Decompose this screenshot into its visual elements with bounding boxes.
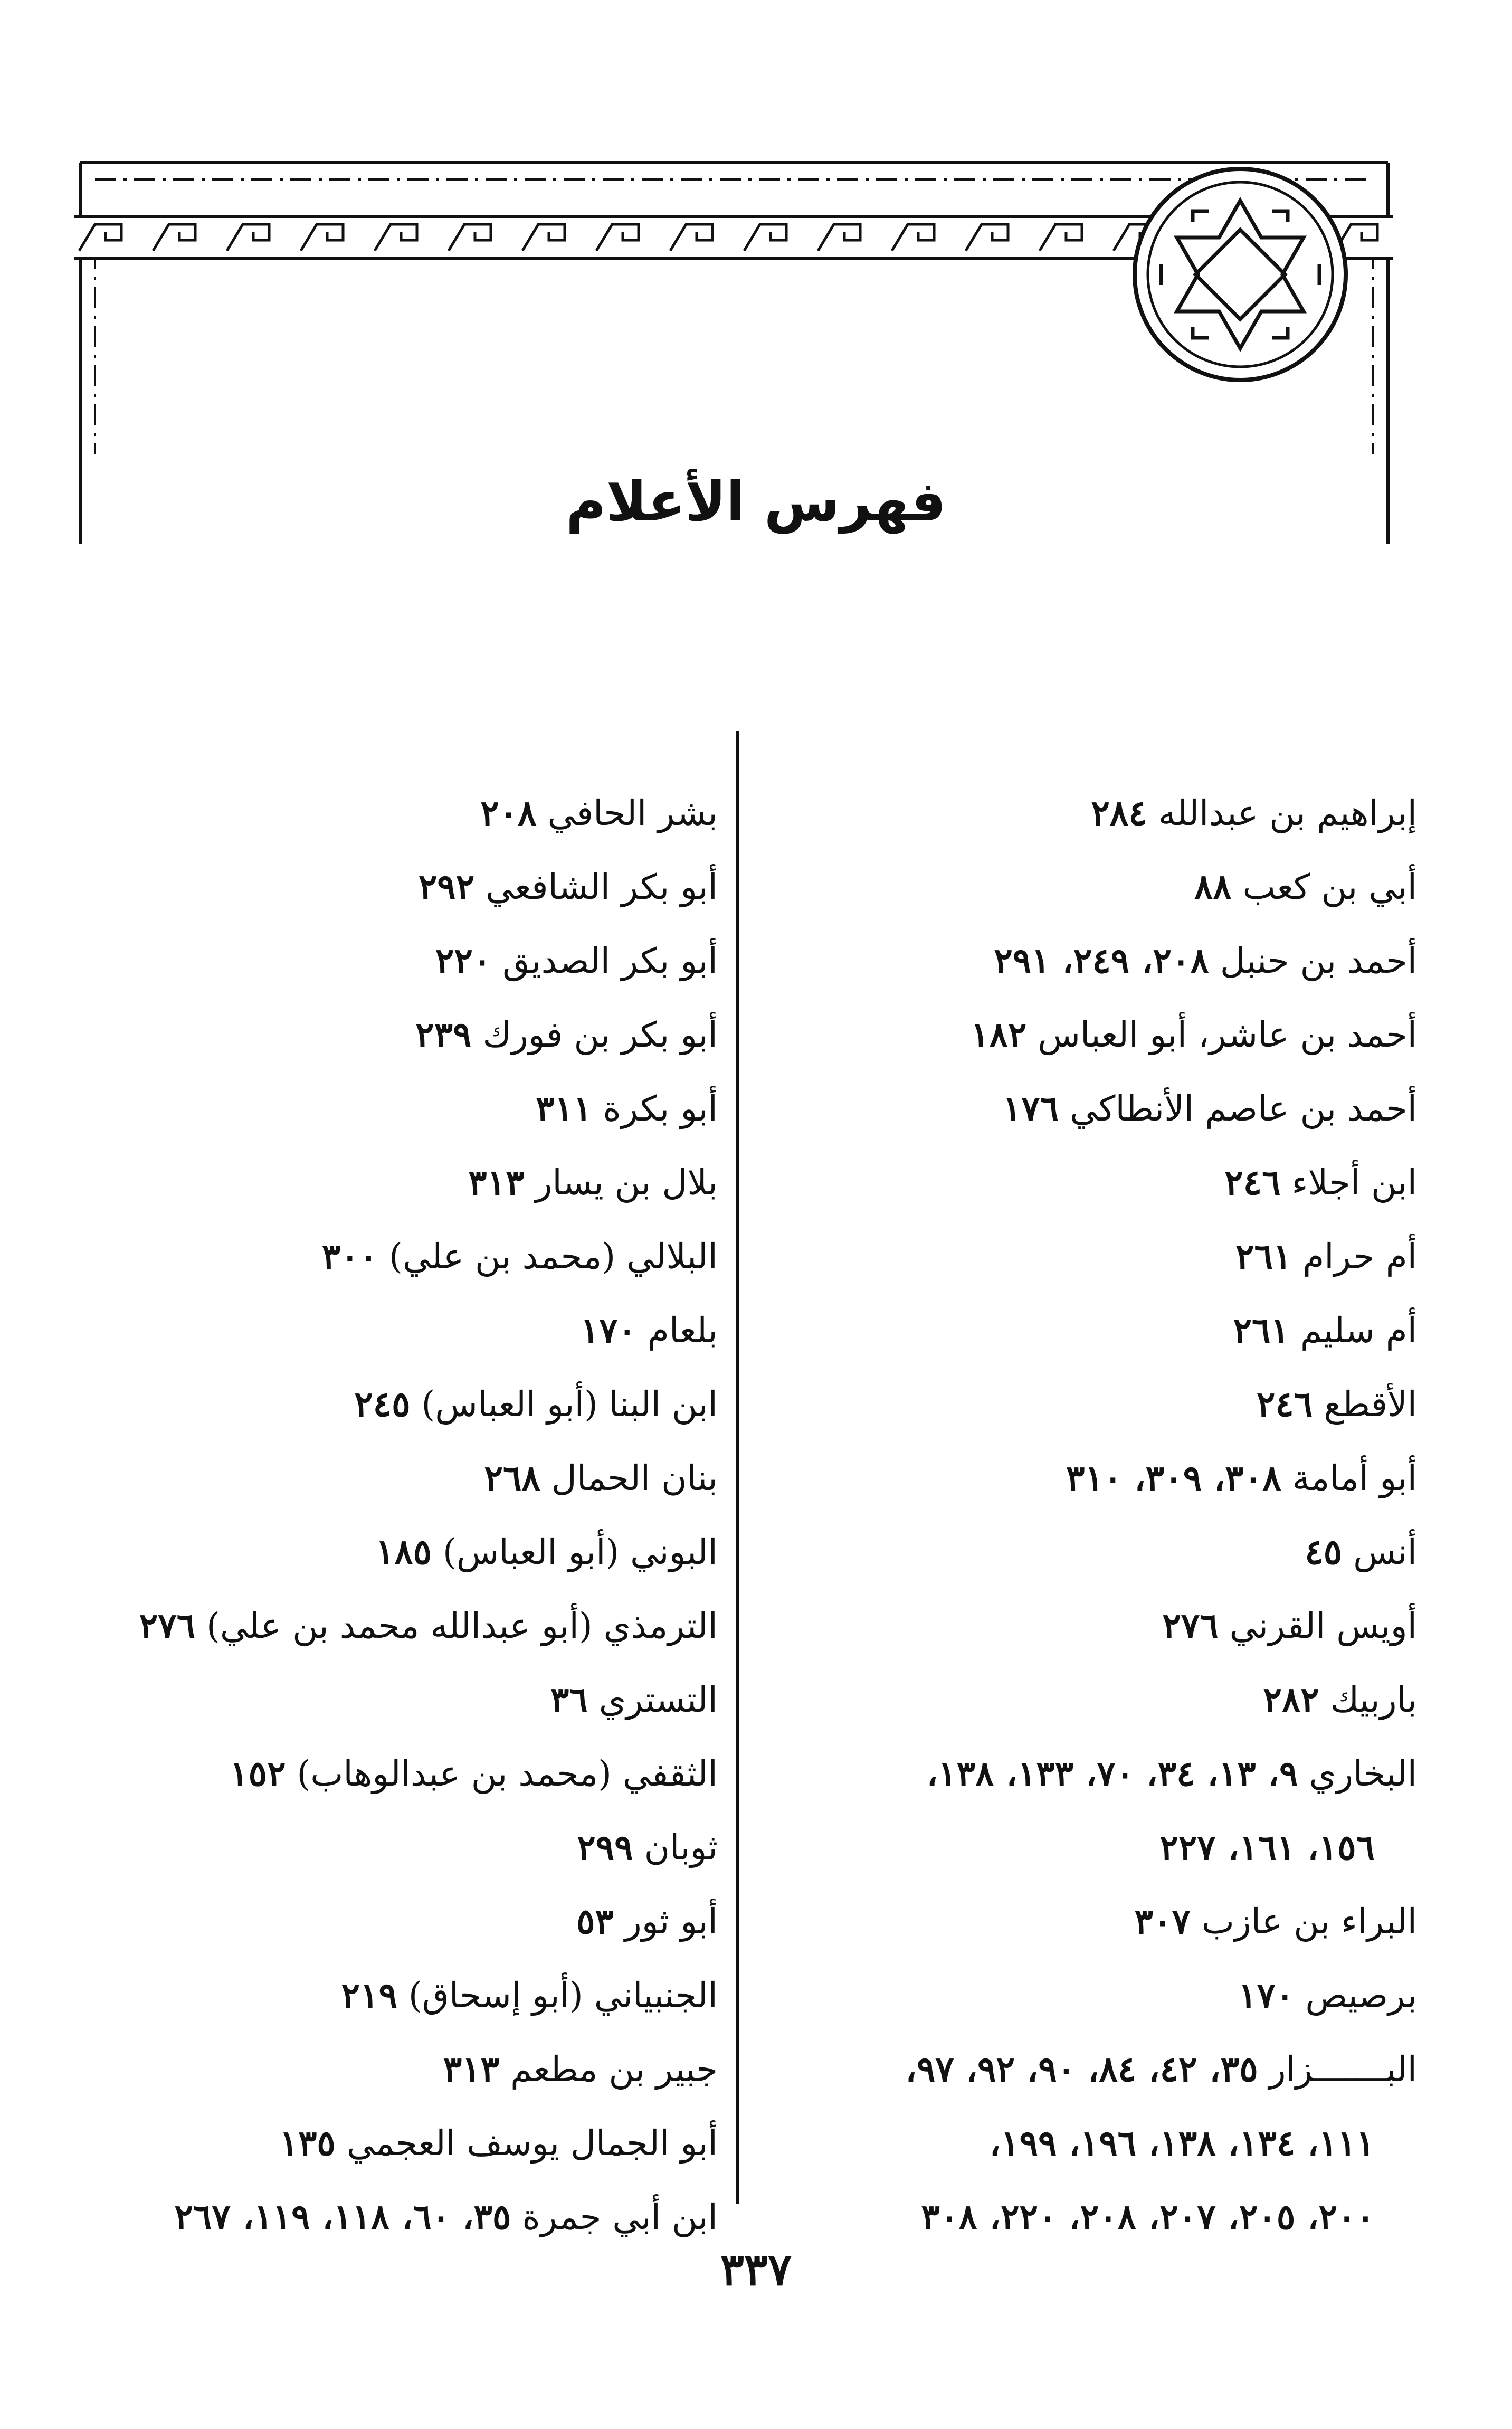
index-entry [8, 1145, 718, 1219]
entry-name: بلال بن يسار [535, 1162, 718, 1203]
entry-name: ابن أبي جمرة [522, 2197, 718, 2237]
index-entry [8, 1071, 718, 1145]
index-entry [707, 1367, 1417, 1441]
entry-name: الجنبياني (أبو إسحاق) [408, 1975, 718, 2016]
index-entry [8, 2106, 718, 2180]
entry-pages: ٢٠٨، ٢٤٩، ٢٩١ [994, 940, 1209, 981]
entry-pages: ٢٦٨ [484, 1457, 540, 1498]
entry-pages: ٩، ١٣، ٣٤، ٧٠، ١٣٣، ١٣٨، [926, 1753, 1298, 1794]
index-entry [8, 1810, 718, 1884]
page-title: فهرس الأعلام [566, 469, 946, 534]
entry-pages: ٣١١ [536, 1088, 592, 1129]
entry-pages: ١٥٢ [230, 1753, 286, 1794]
index-entry [8, 1441, 718, 1515]
entry-pages: ٢٠٠، ٢٠٥، ٢٠٧، ٢٠٨، ٢٢٠، ٣٠٨ [921, 2196, 1375, 2237]
entry-name: أم حرام [1302, 1236, 1417, 1277]
index-entry [8, 850, 718, 924]
index-entry [707, 1663, 1417, 1737]
entry-name: أحمد بن عاصم الأنطاكي [1070, 1088, 1417, 1129]
entry-pages: ١٧٠ [1238, 1975, 1295, 2016]
entry-pages: ٢٦١ [1233, 1310, 1289, 1351]
index-entry [707, 1958, 1417, 2032]
entry-pages: ٢٨٤ [1091, 792, 1147, 833]
entry-pages: ١٥٦، ١٦١، ٢٢٧ [1159, 1827, 1375, 1868]
index-entry [8, 1737, 718, 1810]
index-entry [707, 2032, 1417, 2106]
index-entry [707, 1219, 1417, 1293]
entry-pages: ٢٦١ [1235, 1236, 1292, 1277]
index-entry-continuation [707, 2106, 1417, 2180]
index-entry [707, 776, 1417, 850]
entry-name: البلالي (محمد بن علي) [389, 1236, 718, 1277]
entry-name: البـــــــزار [1269, 2049, 1417, 2090]
entry-pages: ٤٥ [1305, 1531, 1343, 1572]
entry-name: أحمد بن عاشر، أبو العباس [1038, 1014, 1417, 1055]
index-entry [707, 1884, 1417, 1958]
entry-name: أبو الجمال يوسف العجمي [346, 2123, 718, 2164]
index-entry [707, 1441, 1417, 1515]
index-entry [707, 1293, 1417, 1367]
entry-name: بلعام [647, 1310, 718, 1351]
index-entry-continuation [707, 1810, 1417, 1884]
index-entry [8, 1219, 718, 1293]
index-entry [707, 1071, 1417, 1145]
entry-pages: ٣١٣ [468, 1162, 525, 1203]
entry-pages: ٣٥، ٦٠، ١١٨، ١١٩، ٢٦٧ [174, 2196, 511, 2237]
entry-name: أحمد بن حنبل [1220, 941, 1417, 981]
entry-name: جبير بن مطعم [510, 2049, 718, 2090]
index-entry [8, 998, 718, 1071]
entry-pages: ١٧٦ [1002, 1088, 1059, 1129]
index-entry [8, 1515, 718, 1589]
entry-name: أويس القرني [1229, 1606, 1417, 1646]
entry-name: أبو بكر الشافعي [486, 867, 718, 907]
entry-name: أبي بن كعب [1242, 867, 1417, 907]
entry-name: بشر الحافي [547, 793, 718, 833]
entry-pages: ٣٠٨، ٣٠٩، ٣١٠ [1066, 1457, 1281, 1498]
entry-pages: ١٨٢ [971, 1014, 1027, 1055]
entry-pages: ٣١٣ [443, 2048, 500, 2090]
index-column-left [8, 776, 718, 2254]
entry-pages: ٢٢٠ [435, 940, 492, 981]
entry-pages: ٢٣٩ [415, 1014, 472, 1055]
index-entry [8, 1589, 718, 1663]
index-entry [8, 1367, 718, 1441]
entry-pages: ٢١٩ [341, 1975, 397, 2016]
index-entry [707, 1737, 1417, 1810]
index-entry [8, 1293, 718, 1367]
index-entry [8, 2032, 718, 2106]
entry-pages: ٥٣ [576, 1901, 614, 1942]
entry-name: ابن أجلاء [1291, 1162, 1417, 1203]
entry-name: برصيص [1305, 1975, 1417, 2016]
entry-pages: ٢٤٥ [354, 1383, 411, 1425]
entry-pages: ٢٠٨ [480, 792, 537, 833]
entry-pages: ٨٨ [1194, 866, 1232, 907]
entry-pages: ١٣٥ [279, 2122, 336, 2164]
entry-name: أبو أمامة [1292, 1458, 1417, 1498]
entry-name: البراء بن عازب [1201, 1901, 1417, 1942]
entry-pages: ٢٩٢ [418, 866, 475, 907]
entry-name: أبو بكر الصديق [502, 941, 718, 981]
entry-pages: ٢٧٦ [139, 1605, 196, 1646]
entry-pages: ١٨٥ [375, 1531, 432, 1572]
index-entry [707, 924, 1417, 998]
entry-name: البوني (أبو العباس) [443, 1532, 718, 1572]
index-entry [8, 776, 718, 850]
index-entry [8, 924, 718, 998]
entry-name: الثقفي (محمد بن عبدالوهاب) [297, 1753, 718, 1794]
index-entry [707, 1515, 1417, 1589]
index-entry [8, 1884, 718, 1958]
index-entry [707, 998, 1417, 1071]
entry-pages: ١١١، ١٣٤، ١٣٨، ١٩٦، ١٩٩، [989, 2122, 1375, 2164]
entry-name: أبو بكرة [603, 1088, 718, 1129]
index-entry [8, 1958, 718, 2032]
entry-name: باربيك [1330, 1680, 1417, 1720]
entry-name: أم سليم [1300, 1310, 1417, 1351]
entry-name: ثوبان [644, 1827, 718, 1868]
entry-name: الأقطع [1324, 1384, 1417, 1425]
entry-pages: ٣٥، ٤٢، ٨٤، ٩٠، ٩٢، ٩٧، [905, 2048, 1258, 2090]
entry-pages: ٢٩٩ [577, 1827, 633, 1868]
page-number: ٣٣٧ [720, 2243, 792, 2295]
index-entry [8, 1663, 718, 1737]
index-column-right [707, 776, 1417, 2254]
index-entry [707, 850, 1417, 924]
entry-pages: ٢٤٦ [1256, 1383, 1313, 1425]
entry-pages: ٣٠٠ [321, 1236, 378, 1277]
entry-name: بنان الحمال [551, 1458, 718, 1498]
entry-name: الترمذي (أبو عبدالله محمد بن علي) [206, 1606, 718, 1646]
index-entry [707, 1145, 1417, 1219]
entry-pages: ٢٤٦ [1224, 1162, 1281, 1203]
entry-name: إبراهيم بن عبدالله [1158, 793, 1417, 833]
entry-name: التستري [598, 1680, 718, 1720]
entry-pages: ١٧٠ [580, 1310, 636, 1351]
entry-name: ابن البنا (أبو العباس) [421, 1384, 718, 1425]
index-entry [707, 1589, 1417, 1663]
entry-pages: ٢٨٢ [1263, 1679, 1319, 1720]
entry-pages: ٣٦ [550, 1679, 588, 1720]
entry-pages: ٢٧٦ [1162, 1605, 1219, 1646]
entry-pages: ٣٠٧ [1134, 1901, 1191, 1942]
entry-name: أبو بكر بن فورك [482, 1014, 718, 1055]
entry-name: البخاري [1309, 1753, 1417, 1794]
entry-name: أنس [1353, 1532, 1417, 1572]
entry-name: أبو ثور [624, 1901, 718, 1942]
